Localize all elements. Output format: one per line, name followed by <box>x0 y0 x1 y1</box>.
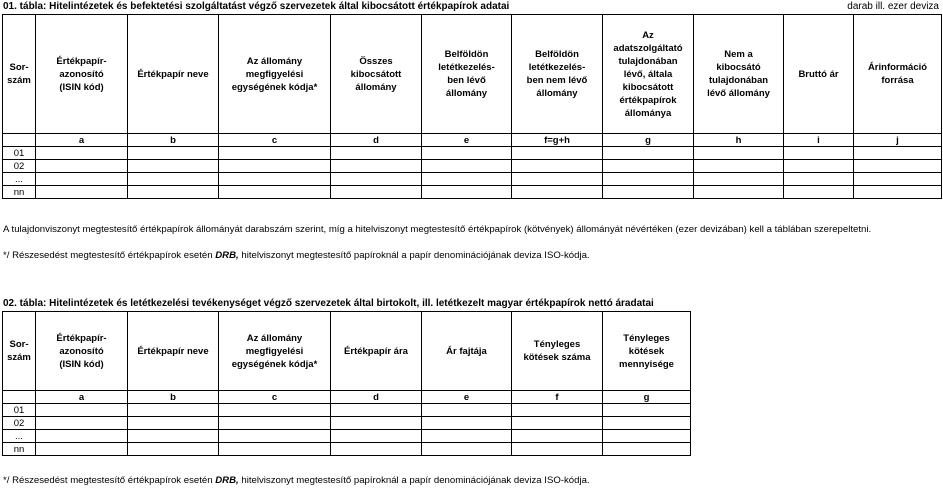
table-cell <box>331 404 422 417</box>
column-code: h <box>694 134 784 147</box>
column-code: e <box>422 391 512 404</box>
table-cell <box>784 186 854 199</box>
table-cell <box>331 417 422 430</box>
table-row <box>3 443 691 456</box>
row-number: nn <box>3 443 36 456</box>
table-cell <box>512 186 603 199</box>
table-cell <box>36 443 128 456</box>
column-header: Értékpapír- azonosító (ISIN kód) <box>36 312 128 391</box>
table-row <box>3 417 691 430</box>
table-cell <box>512 430 603 443</box>
table-cell <box>603 443 691 456</box>
row-number: ... <box>3 430 36 443</box>
table-row <box>3 186 942 199</box>
table-row <box>3 404 691 417</box>
table-cell <box>128 147 219 160</box>
table1-title: 01. tábla: Hitelintézetek és befektetési szolgáltatást végző szervezetek által kibocsátott értékpapírok adatai <box>3 1 510 12</box>
column-code: e <box>422 134 512 147</box>
footnote-text: hitelviszonyt megtestesítő papíroknál a papír denominációjának deviza ISO-kódja. <box>238 250 590 261</box>
footnote-text: hitelviszonyt megtestesítő papíroknál a papír denominációjának deviza ISO-kódja. <box>238 475 590 486</box>
row-number: ... <box>3 173 36 186</box>
table-row <box>3 160 942 173</box>
table-cell <box>512 417 603 430</box>
table1-explanation: A tulajdonviszonyt megtestesítő értékpapírok állományát darabszám szerint, míg a hitelviszonyt megtestesítő értékpapírok (kötvények) állományát névértéken (ezer devizában) kell a táblában szerepeltetni. <box>3 224 872 235</box>
column-code: c <box>219 391 331 404</box>
table-cell <box>784 147 854 160</box>
table-cell <box>694 186 784 199</box>
table-cell <box>422 443 512 456</box>
footnote-bold: DRB, <box>215 250 239 261</box>
table-cell <box>603 173 694 186</box>
table-cell <box>603 147 694 160</box>
column-code: g <box>603 391 691 404</box>
column-code: j <box>854 134 942 147</box>
table-cell <box>219 417 331 430</box>
table-cell <box>854 147 942 160</box>
table-cell <box>694 147 784 160</box>
column-header: Értékpapír neve <box>128 312 219 391</box>
row-number: nn <box>3 186 36 199</box>
table-cell <box>694 173 784 186</box>
column-header: Az állomány megfigyelési egységének kódja* <box>219 312 331 391</box>
table-cell <box>422 173 512 186</box>
column-code: i <box>784 134 854 147</box>
table-cell <box>422 160 512 173</box>
column-header: Összes kibocsátott állomány <box>331 15 422 134</box>
table-cell <box>36 147 128 160</box>
table-cell <box>128 186 219 199</box>
table-cell <box>603 404 691 417</box>
table-cell <box>854 160 942 173</box>
table-cell <box>603 417 691 430</box>
table2-footnote <box>3 475 590 488</box>
column-header: Sor- szám <box>3 15 36 134</box>
row-number: 02 <box>3 417 36 430</box>
table-cell <box>36 417 128 430</box>
table-cell <box>331 443 422 456</box>
column-code <box>3 134 36 147</box>
table-cell <box>603 430 691 443</box>
footnote-text: */ Részesedést megtestesítő értékpapírok esetén <box>3 475 216 486</box>
column-code: b <box>128 134 219 147</box>
table-cell <box>36 404 128 417</box>
column-header: Értékpapír neve <box>128 15 219 134</box>
table-cell <box>128 404 219 417</box>
table-cell <box>36 160 128 173</box>
table-cell <box>128 160 219 173</box>
column-code: g <box>603 134 694 147</box>
table-cell <box>331 430 422 443</box>
column-header: Árinformáció forrása <box>854 15 942 134</box>
footnote-text: */ Részesedést megtestesítő értékpapírok esetén <box>3 250 216 261</box>
table-cell <box>331 173 422 186</box>
column-header: Az adatszolgáltató tulajdonában lévő, általa kibocsátott értékpapírok állománya <box>603 15 694 134</box>
column-code: a <box>36 134 128 147</box>
table2-title: 02. tábla: Hitelintézetek és letétkezelési tevékenységet végző szervezetek által birtokolt, ill. letétkezelt magyar értékpapírok nettó áradatai <box>3 298 654 309</box>
table-cell <box>219 147 331 160</box>
table-cell <box>784 160 854 173</box>
table-cell <box>128 173 219 186</box>
table-cell <box>422 404 512 417</box>
column-header: Belföldön letétkezelés- ben lévő állomány <box>422 15 512 134</box>
table-cell <box>219 430 331 443</box>
column-code: c <box>219 134 331 147</box>
table-cell <box>219 404 331 417</box>
table1 <box>2 14 942 199</box>
table-cell <box>422 147 512 160</box>
table-cell <box>36 430 128 443</box>
table1-footnote <box>3 250 590 263</box>
column-code: d <box>331 134 422 147</box>
column-code <box>3 391 36 404</box>
table-cell <box>128 417 219 430</box>
column-code: b <box>128 391 219 404</box>
table-cell <box>219 443 331 456</box>
table-cell <box>512 173 603 186</box>
row-number: 01 <box>3 147 36 160</box>
table-cell <box>784 173 854 186</box>
table-cell <box>422 186 512 199</box>
table-cell <box>854 186 942 199</box>
footnote-bold: DRB, <box>215 475 239 486</box>
table-row <box>3 147 942 160</box>
row-number: 01 <box>3 404 36 417</box>
table-cell <box>36 173 128 186</box>
row-number: 02 <box>3 160 36 173</box>
table-cell <box>128 443 219 456</box>
column-header: Bruttó ár <box>784 15 854 134</box>
column-header: Értékpapír- azonosító (ISIN kód) <box>36 15 128 134</box>
column-code: a <box>36 391 128 404</box>
table-cell <box>512 160 603 173</box>
column-code: f <box>512 391 603 404</box>
table-cell <box>331 160 422 173</box>
table-cell <box>512 443 603 456</box>
table-row <box>3 173 942 186</box>
column-header: Tényleges kötések száma <box>512 312 603 391</box>
table-cell <box>694 160 784 173</box>
table-cell <box>219 186 331 199</box>
table-cell <box>512 147 603 160</box>
table-cell <box>854 173 942 186</box>
column-code: d <box>331 391 422 404</box>
table-cell <box>603 160 694 173</box>
table-cell <box>331 147 422 160</box>
table-cell <box>128 430 219 443</box>
column-header: Az állomány megfigyelési egységének kódja* <box>219 15 331 134</box>
table-row <box>3 430 691 443</box>
table-cell <box>331 186 422 199</box>
table-cell <box>36 186 128 199</box>
column-header: Tényleges kötések mennyisége <box>603 312 691 391</box>
table-cell <box>219 160 331 173</box>
column-header: Sor- szám <box>3 312 36 391</box>
table-cell <box>422 417 512 430</box>
column-header: Értékpapír ára <box>331 312 422 391</box>
column-code: f=g+h <box>512 134 603 147</box>
table-cell <box>219 173 331 186</box>
column-header: Nem a kibocsátó tulajdonában lévő állomány <box>694 15 784 134</box>
table-cell <box>603 186 694 199</box>
table-cell <box>422 430 512 443</box>
table2 <box>2 311 691 456</box>
column-header: Belföldön letétkezelés- ben nem lévő állomány <box>512 15 603 134</box>
table1-unit: darab ill. ezer deviza <box>847 1 939 12</box>
table-cell <box>512 404 603 417</box>
column-header: Ár fajtája <box>422 312 512 391</box>
